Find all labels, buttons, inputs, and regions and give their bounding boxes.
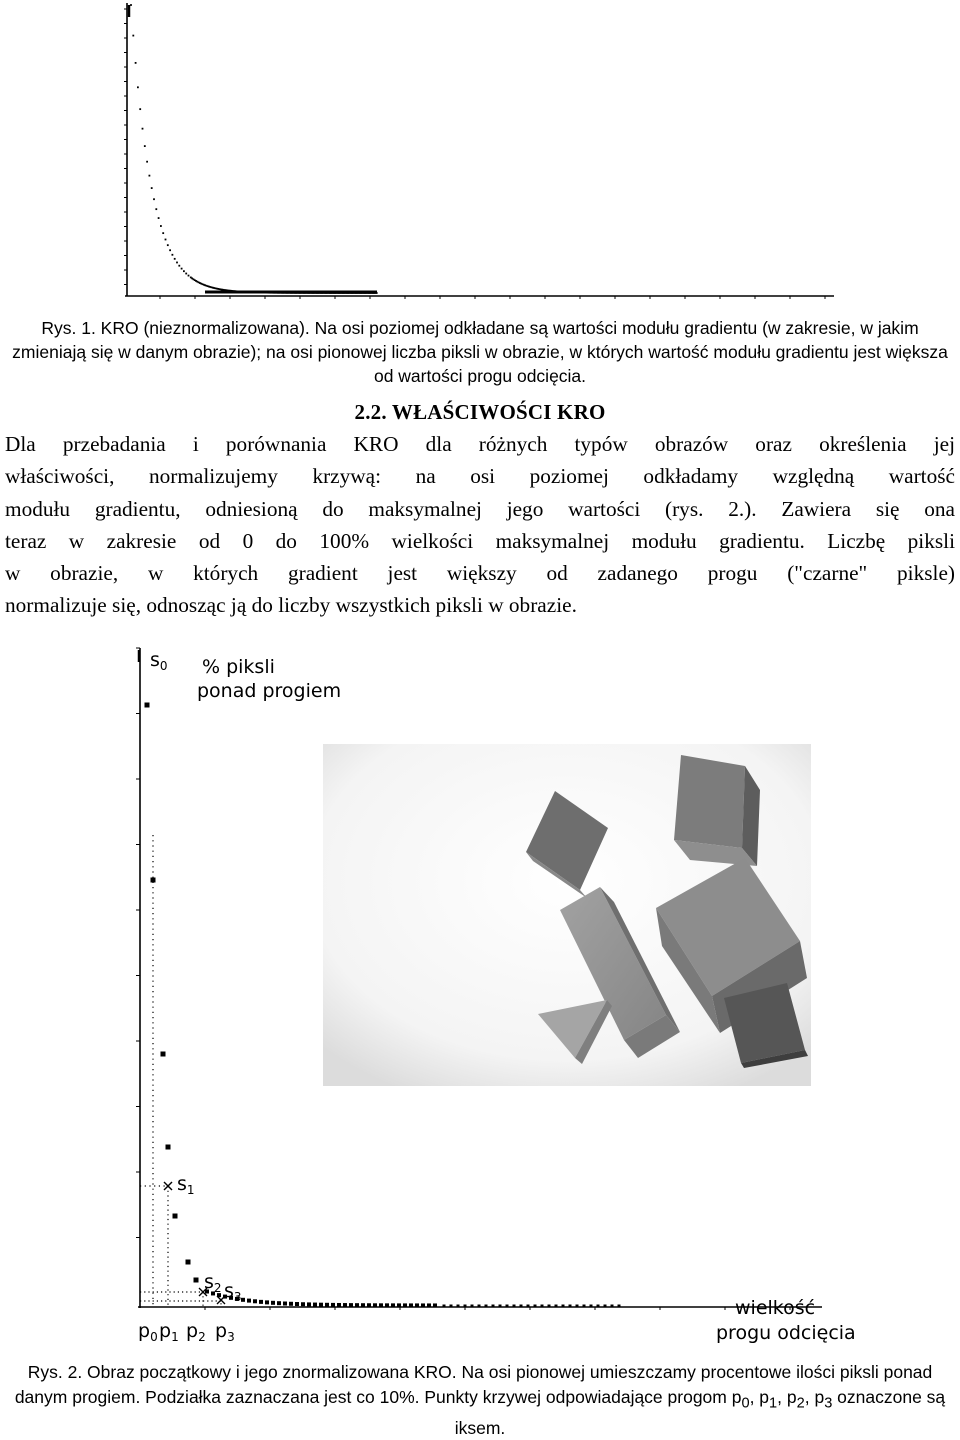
curve-point bbox=[146, 161, 148, 163]
curve-point bbox=[555, 1305, 558, 1308]
curve-point bbox=[178, 265, 180, 267]
curve-point bbox=[611, 1305, 614, 1308]
curve-point bbox=[534, 1305, 537, 1308]
figure-1-curve bbox=[130, 4, 377, 294]
y-axis-label-line2: ponad progiem bbox=[197, 680, 342, 702]
curve-point bbox=[355, 1303, 359, 1307]
figure-2-caption bbox=[8, 1360, 952, 1440]
curve-point bbox=[176, 262, 178, 264]
caption-separator: , p bbox=[777, 1386, 797, 1407]
body-text-line: właściwości, normalizujemy krzywą: na osi poziomej odkładamy względną wartość bbox=[5, 464, 955, 489]
figure-1-axes bbox=[125, 3, 834, 296]
caption-sub-2: 2 bbox=[796, 1395, 805, 1411]
label-p2: $p_2$ bbox=[186, 1320, 206, 1344]
curve-point bbox=[153, 198, 155, 200]
curve-point bbox=[541, 1305, 544, 1308]
curve-point bbox=[433, 1303, 437, 1307]
curve-point bbox=[443, 1305, 446, 1308]
curve-point bbox=[253, 1299, 257, 1303]
curve-point bbox=[186, 1260, 191, 1265]
section-heading: 2.2. WŁAŚCIWOŚCI KRO bbox=[354, 400, 606, 424]
curve-point bbox=[576, 1305, 579, 1308]
curve-point bbox=[149, 175, 151, 177]
label-p1: $p_1$ bbox=[159, 1320, 179, 1344]
curve-point bbox=[391, 1303, 395, 1307]
initial-image-photo bbox=[323, 744, 811, 1086]
curve-point bbox=[457, 1305, 460, 1308]
curve-point bbox=[139, 108, 141, 110]
caption-sub-1: 1 bbox=[769, 1395, 778, 1411]
curve-point bbox=[373, 1303, 377, 1307]
curve-point bbox=[142, 128, 144, 130]
curve-point bbox=[492, 1305, 495, 1308]
curve-point bbox=[166, 1145, 171, 1150]
curve-point bbox=[194, 1278, 199, 1283]
curve-point bbox=[569, 1305, 572, 1308]
x-axis-label-line2: progu odcięcia bbox=[716, 1322, 856, 1344]
curve-point bbox=[137, 86, 139, 88]
curve-point bbox=[450, 1305, 453, 1308]
body-text-line: normalizuje się, odnosząc ją do liczby wszystkich piksli w obrazie. bbox=[5, 593, 577, 618]
curve-point bbox=[295, 1302, 299, 1306]
block-cube-top bbox=[674, 755, 760, 866]
curve-point bbox=[301, 1302, 305, 1306]
label-p0: $p_0$ bbox=[138, 1320, 158, 1344]
curve-point bbox=[397, 1303, 401, 1307]
curve-point bbox=[562, 1305, 565, 1308]
figure-1-caption: Rys. 1. KRO (nieznormalizowana). Na osi poziomej odkładane są wartości modułu gradientu (w zakresie, w jakim zmieniają się w danym obrazie); na osi pionowej liczba piksli w obrazie, w których wartość modułu gradientu jest większa od wartości progu odcięcia. bbox=[12, 318, 948, 386]
curve-point bbox=[325, 1303, 329, 1307]
curve-point bbox=[527, 1305, 530, 1308]
curve-point bbox=[421, 1303, 425, 1307]
curve-point bbox=[151, 187, 153, 189]
curve-point bbox=[289, 1302, 293, 1306]
caption-separator: , p bbox=[804, 1386, 825, 1407]
curve-point bbox=[385, 1303, 389, 1307]
curve-point bbox=[172, 254, 174, 256]
curve-point bbox=[604, 1305, 607, 1308]
curve-point bbox=[403, 1303, 407, 1307]
caption-separator: , p bbox=[749, 1386, 770, 1407]
curve-point bbox=[241, 1298, 245, 1302]
label-s3: $s_3$ bbox=[224, 1280, 242, 1304]
curve-point bbox=[185, 273, 187, 275]
body-text-line: w obrazie, w których gradient jest większy od zadanego progu ("czarne" piksle) bbox=[5, 561, 955, 586]
figure-2-caption-end: oznaczone są iksem. bbox=[454, 1386, 946, 1438]
curve-point bbox=[464, 1305, 467, 1308]
x-marker-s1 bbox=[164, 1182, 172, 1190]
figure-1-kro-chart bbox=[0, 0, 960, 310]
curve-tail bbox=[205, 291, 377, 294]
curve-point bbox=[277, 1301, 281, 1305]
curve-point bbox=[151, 878, 156, 883]
curve-point bbox=[307, 1302, 311, 1306]
body-text-line: modułu gradientu, odniesioną do maksymalnej jego wartości (rys. 2.). Zawiera się ona bbox=[5, 496, 955, 521]
y-axis-label-line1: % piksli bbox=[202, 656, 275, 678]
curve-point bbox=[409, 1303, 413, 1307]
curve-point bbox=[590, 1305, 593, 1308]
curve-point bbox=[174, 258, 176, 260]
curve-point bbox=[331, 1303, 335, 1307]
curve-point bbox=[283, 1302, 287, 1306]
body-text-line: Dla przebadania i porównania KRO dla różnych typów obrazów oraz określenia jej bbox=[5, 432, 955, 456]
curve-point bbox=[265, 1300, 269, 1304]
curve-point bbox=[618, 1305, 621, 1308]
curve-point bbox=[247, 1299, 251, 1303]
figure-2-caption-text: Rys. 2. Obraz początkowy i jego znormalizowana KRO. Na osi pionowej umieszczamy procentowe ilości piksli ponad danym progiem. Podziałka zaznaczana jest co 10%. Punkty krzywej odpowiadające progom p bbox=[14, 1362, 933, 1407]
curve-point bbox=[169, 249, 171, 251]
curve-point bbox=[520, 1305, 523, 1308]
curve-point bbox=[132, 35, 134, 37]
curve-point bbox=[162, 232, 164, 234]
curve-point bbox=[167, 244, 169, 246]
curve-point bbox=[183, 270, 185, 272]
curve-point bbox=[478, 1305, 481, 1308]
curve-point bbox=[337, 1303, 341, 1307]
curve-point bbox=[165, 239, 167, 241]
curve-point bbox=[144, 145, 146, 147]
curve-point bbox=[506, 1305, 509, 1308]
curve-point bbox=[361, 1303, 365, 1307]
curve-point bbox=[259, 1300, 263, 1304]
curve-point bbox=[158, 217, 160, 219]
curve-point bbox=[135, 62, 137, 64]
curve-point bbox=[188, 275, 190, 277]
curve-point bbox=[160, 225, 162, 227]
figure-2 bbox=[0, 640, 960, 1355]
curve-point bbox=[485, 1305, 488, 1308]
curve-point bbox=[415, 1303, 419, 1307]
curve-point bbox=[130, 4, 132, 6]
curve-point bbox=[548, 1305, 551, 1308]
curve-point bbox=[583, 1305, 586, 1308]
label-s0: $s_0$ bbox=[150, 649, 168, 673]
curve-point bbox=[343, 1303, 347, 1307]
curve-point bbox=[349, 1303, 353, 1307]
curve-point bbox=[471, 1305, 474, 1308]
curve-point bbox=[379, 1303, 383, 1307]
label-p3: $p_3$ bbox=[215, 1320, 235, 1344]
curve-point bbox=[427, 1303, 431, 1307]
curve-point bbox=[513, 1305, 516, 1308]
curve-point bbox=[499, 1305, 502, 1308]
body-text-line: teraz w zakresie od 0 do 100% wielkości maksymalnej modułu gradientu. Liczbę piksli bbox=[5, 528, 955, 553]
x-axis-label-line1: wielkość bbox=[735, 1297, 816, 1319]
curve-point bbox=[161, 1052, 166, 1057]
label-s1: $s_1$ bbox=[177, 1173, 195, 1197]
curve-point bbox=[173, 1214, 178, 1219]
curve-point bbox=[145, 703, 150, 708]
curve-point bbox=[313, 1303, 317, 1307]
curve-point bbox=[155, 208, 157, 210]
label-s2: $s_2$ bbox=[204, 1271, 222, 1295]
caption-sub-3: 3 bbox=[824, 1395, 833, 1411]
caption-sub-0: 0 bbox=[741, 1395, 750, 1411]
curve-point bbox=[319, 1303, 323, 1307]
curve-point bbox=[181, 268, 183, 270]
curve-point bbox=[367, 1303, 371, 1307]
curve-point bbox=[597, 1305, 600, 1308]
section-body-text bbox=[5, 428, 955, 622]
curve-point bbox=[271, 1301, 275, 1305]
